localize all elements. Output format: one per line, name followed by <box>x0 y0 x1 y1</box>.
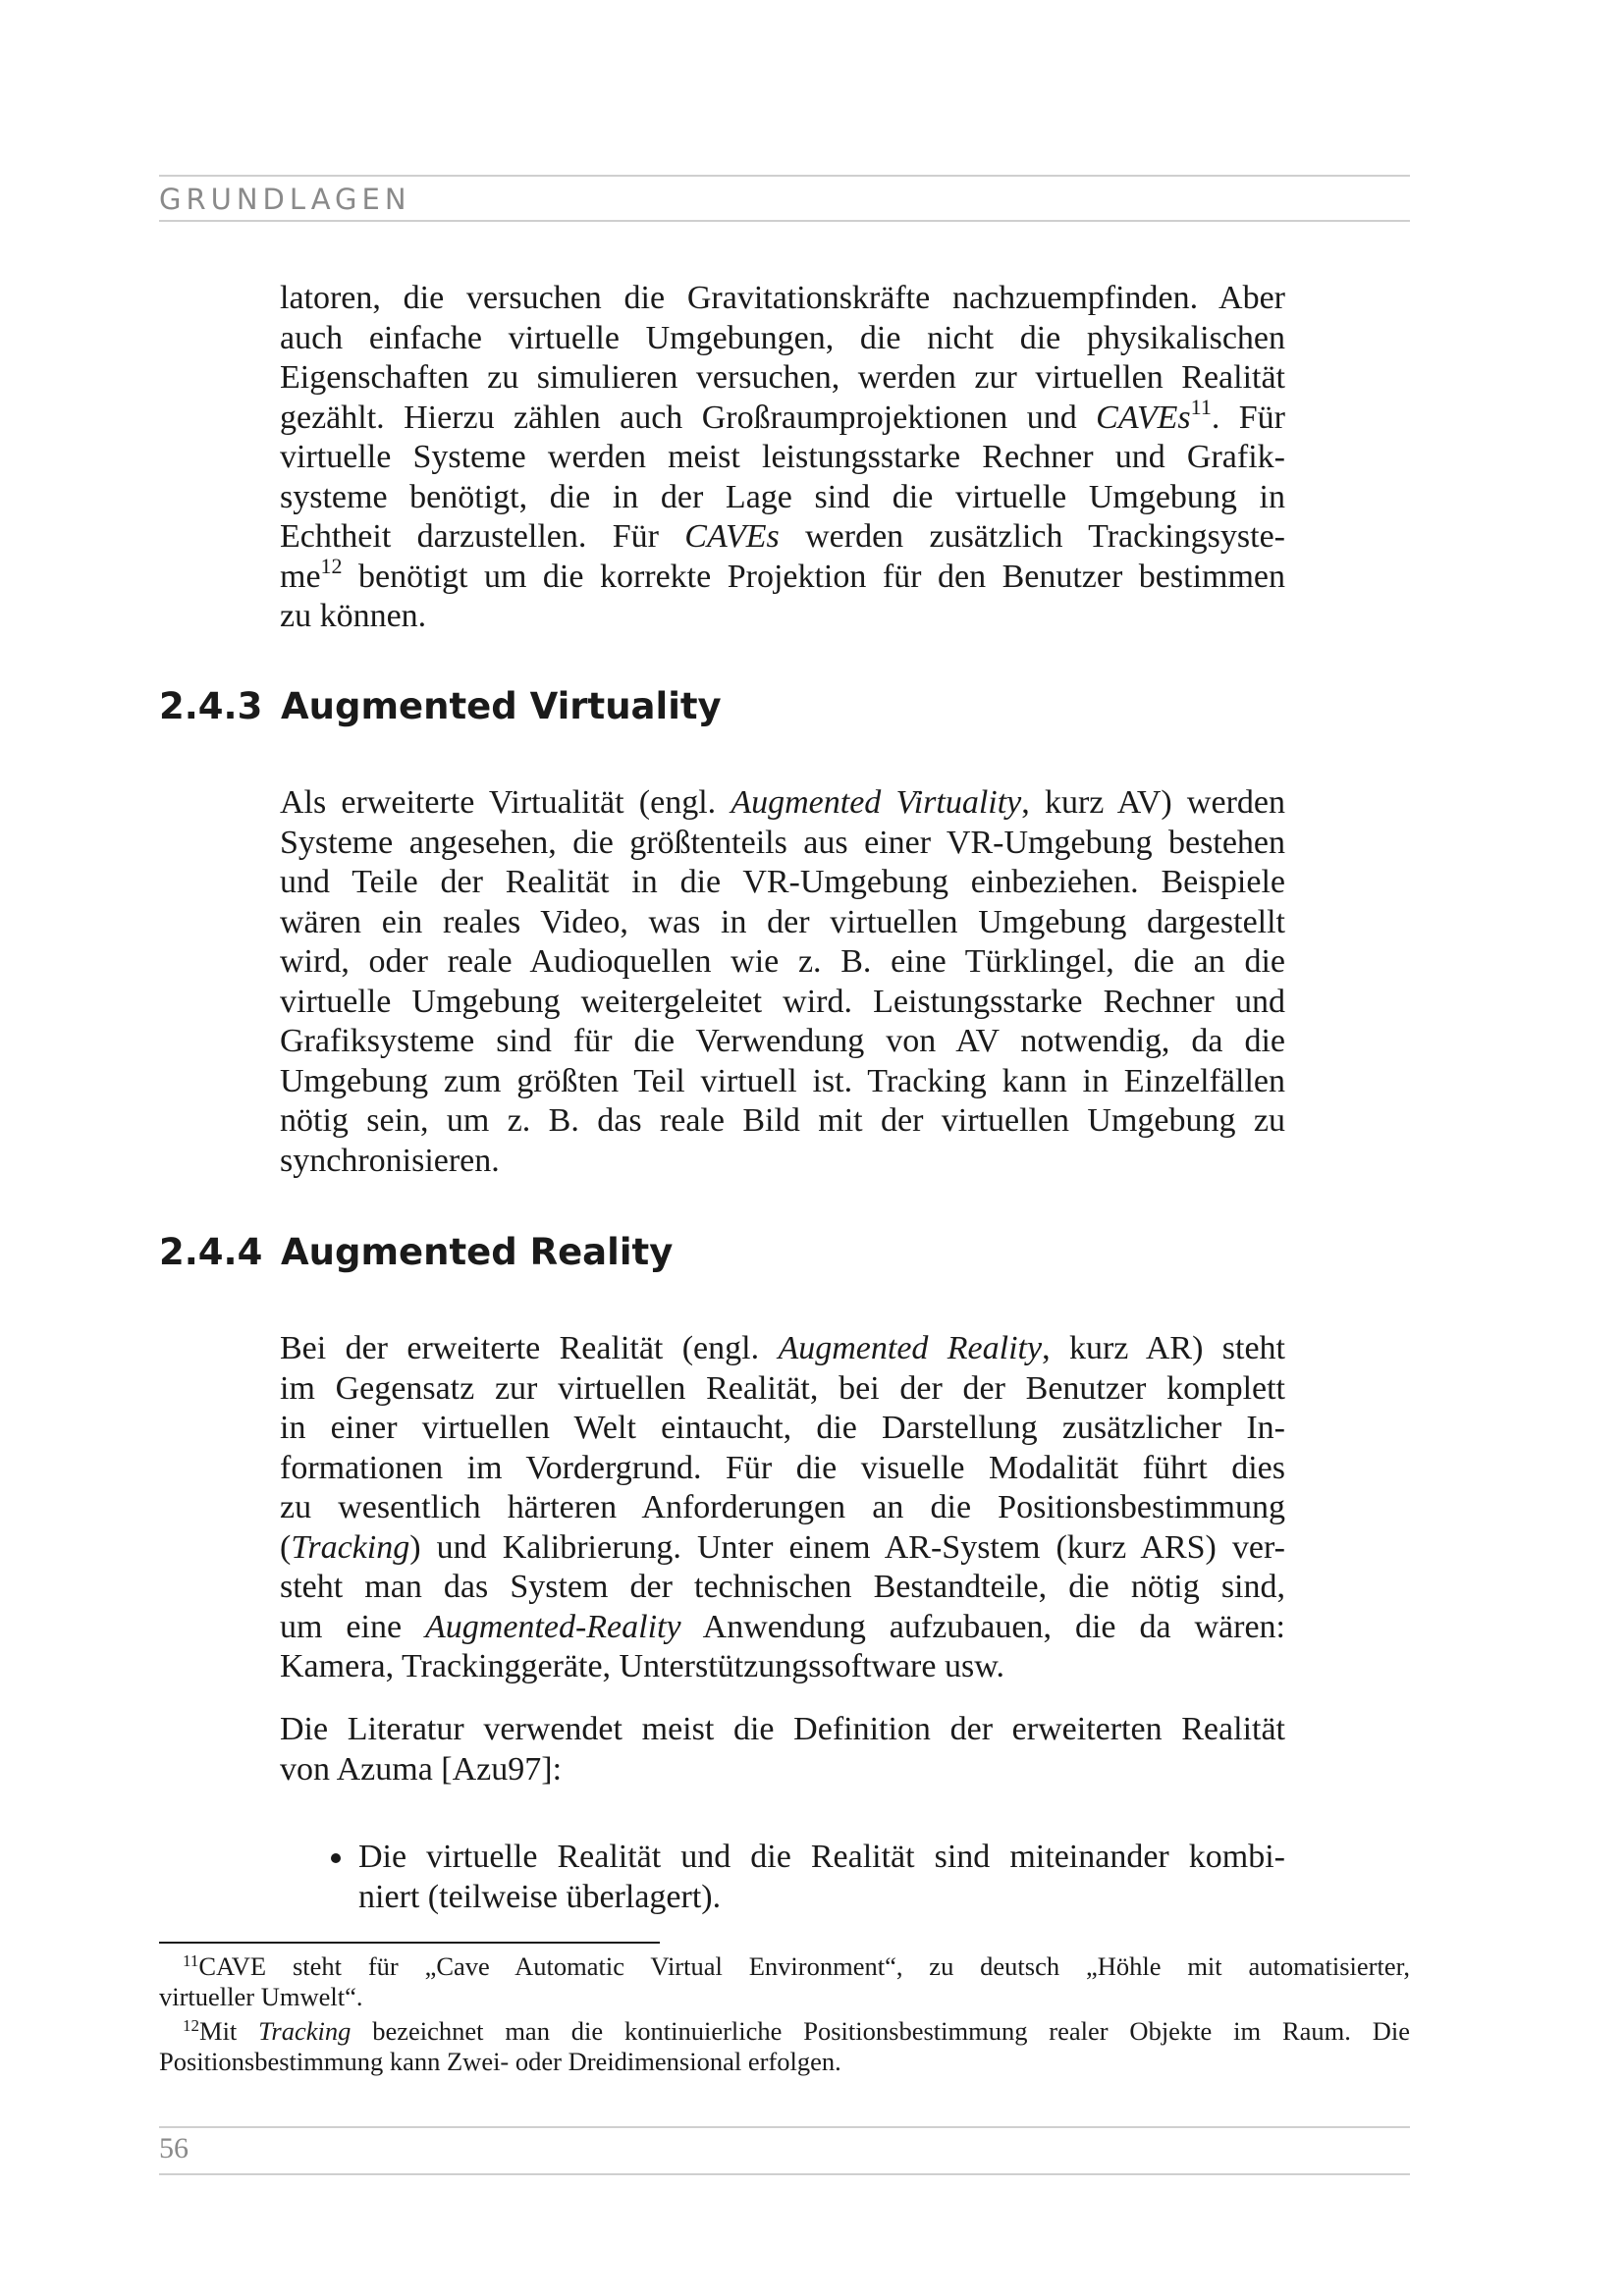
text-line: Umgebung zum größten Teil virtuell ist. Tracking kann in Einzelfällen <box>280 1062 1285 1099</box>
text-line: zu können. <box>280 598 427 634</box>
footnote-ref-11[interactable]: 11 <box>1190 394 1212 419</box>
text-run: me <box>280 558 321 595</box>
text-run: Als erweiterte Virtualität (engl. <box>280 784 731 821</box>
text-line <box>280 1329 1285 1369</box>
footnote-11 <box>159 1951 1410 2012</box>
text-line: systeme benötigt, die in der Lage sind die virtuelle Umgebung in <box>280 478 1285 515</box>
paragraph-augmented-virtuality <box>280 783 1285 1181</box>
footnote-mark: 12 <box>183 2016 199 2035</box>
definition-list <box>327 1838 1285 1917</box>
text-run: Bei der erweiterte Realität (engl. <box>280 1330 779 1366</box>
text-line: virtuelle Umgebung weitergeleitet wird. Leistungsstarke Rechner und <box>280 983 1285 1020</box>
text-line <box>280 553 1285 598</box>
text-line: wird, oder reale Audioquellen wie z. B. eine Türklingel, die an die <box>280 943 1285 980</box>
text-run: Echtheit darzustellen. Für <box>280 518 685 555</box>
page-footer <box>159 2126 1410 2175</box>
text-line <box>280 1608 1285 1648</box>
text-line: Grafiksysteme sind für die Verwendung von AV notwendig, da die <box>280 1023 1285 1059</box>
text-run: ( <box>280 1528 292 1566</box>
text-line: Eigenschaften zu simulieren versuchen, werden zur virtuellen Realität <box>280 359 1285 396</box>
text-line: synchronisieren. <box>280 1142 500 1179</box>
text-run: . Für <box>1211 399 1286 436</box>
text-run: gezählt. Hierzu zählen auch Großraumprojektionen und <box>280 399 1097 436</box>
footnote-12 <box>159 2016 1410 2077</box>
section-number: 2.4.3 <box>159 685 263 727</box>
text-run: , kurz AV) werden <box>1021 784 1285 821</box>
text-line: Kamera, Trackinggeräte, Unterstützungssoftware usw. <box>280 1648 1005 1684</box>
text-line: nötig sein, um z. B. das reale Bild mit der virtuellen Umgebung zu <box>280 1102 1285 1139</box>
text-line: auch einfache virtuelle Umgebungen, die nicht die physikalischen <box>280 319 1285 356</box>
text-run: CAVE steht für „Cave Automatic Virtual Environment“, zu deutsch „Höhle mit automatisierter, <box>198 1951 1410 1981</box>
footnotes <box>159 1951 1410 2081</box>
text-line <box>280 783 1285 824</box>
emphasis: Tracking <box>258 2016 352 2046</box>
text-line: und Teile der Realität in die VR-Umgebung einbeziehen. Beispiele <box>280 864 1285 900</box>
text-run: ) und Kalibrierung. Unter einem AR-System (kurz ARS) ver- <box>409 1528 1285 1566</box>
text-line: wären ein reales Video, was in der virtuellen Umgebung dargestellt <box>280 903 1285 940</box>
footnote-rule <box>159 1942 660 1944</box>
text-run: , kurz AR) steht <box>1042 1330 1285 1366</box>
text-line: zu wesentlich härteren Anforderungen an die Positionsbestimmung <box>280 1489 1285 1525</box>
text-line: in einer virtuellen Welt eintaucht, die Darstellung zusätzlicher In- <box>280 1410 1285 1446</box>
text-line: formationen im Vordergrund. Für die visuelle Modalität führt dies <box>280 1449 1285 1486</box>
text-run: benötigt um die korrekte Projektion für den Benutzer bestimmen <box>342 558 1285 595</box>
emphasis: Augmented-Reality <box>425 1608 681 1645</box>
paragraph-literature <box>280 1710 1285 1789</box>
text-line: niert (teilweise überlagert). <box>358 1878 722 1915</box>
text-run: um eine <box>280 1608 425 1645</box>
text-line <box>280 394 1286 439</box>
running-header <box>159 175 1410 222</box>
footnote-line <box>159 1951 1410 1982</box>
text-run: Mit <box>199 2016 259 2046</box>
text-line: Die virtuelle Realität und die Realität sind miteinander kombi- <box>358 1839 1285 1875</box>
paragraph-augmented-reality <box>280 1329 1285 1687</box>
paragraph-intro <box>280 279 1285 637</box>
text-line: von Azuma [Azu97]: <box>280 1750 563 1788</box>
text-line <box>280 1528 1285 1569</box>
bullet-icon <box>331 1853 341 1863</box>
footnote-ref-12[interactable]: 12 <box>320 553 343 578</box>
emphasis: Tracking <box>291 1528 410 1566</box>
footnote-line: virtueller Umwelt“. <box>159 1982 363 2011</box>
footnote-line <box>159 2016 1410 2047</box>
page-number: 56 <box>159 2132 189 2164</box>
text-run: bezeichnet man die kontinuierliche Positionsbestimmung realer Objekte im Raum. Die <box>351 2016 1410 2046</box>
section-heading-2-4-3 <box>159 685 722 727</box>
text-line <box>280 517 1285 558</box>
text-run: Anwendung aufzubauen, die da wären: <box>680 1608 1286 1645</box>
text-line: Systeme angesehen, die größtenteils aus einer VR-Umgebung bestehen <box>280 824 1285 861</box>
list-item <box>327 1838 1285 1917</box>
section-title: Augmented Reality <box>281 1231 674 1273</box>
text-line: im Gegensatz zur virtuellen Realität, bei der der Benutzer komplett <box>280 1369 1285 1407</box>
footnote-line: Positionsbestimmung kann Zwei- oder Dreidimensional erfolgen. <box>159 2047 841 2076</box>
text-line: steht man das System der technischen Bestandteile, die nötig sind, <box>280 1569 1285 1605</box>
text-line: virtuelle Systeme werden meist leistungsstarke Rechner und Grafik- <box>280 439 1285 475</box>
section-heading-2-4-4 <box>159 1231 673 1273</box>
emphasis: CAVEs <box>684 518 780 555</box>
text-line: latoren, die versuchen die Gravitationskräfte nachzuempfinden. Aber <box>280 280 1285 316</box>
section-title: Augmented Virtuality <box>281 685 722 727</box>
text-line: Die Literatur verwendet meist die Definition der erweiterten Realität <box>280 1711 1285 1747</box>
emphasis: Augmented Reality <box>778 1330 1043 1366</box>
emphasis: CAVEs <box>1096 399 1191 436</box>
running-title: GRUNDLAGEN <box>159 183 411 216</box>
footnote-mark: 11 <box>183 1951 199 1970</box>
section-number: 2.4.4 <box>159 1231 263 1273</box>
text-run: werden zusätzlich Trackingsyste- <box>779 518 1285 555</box>
emphasis: Augmented Virtuality <box>731 784 1022 821</box>
